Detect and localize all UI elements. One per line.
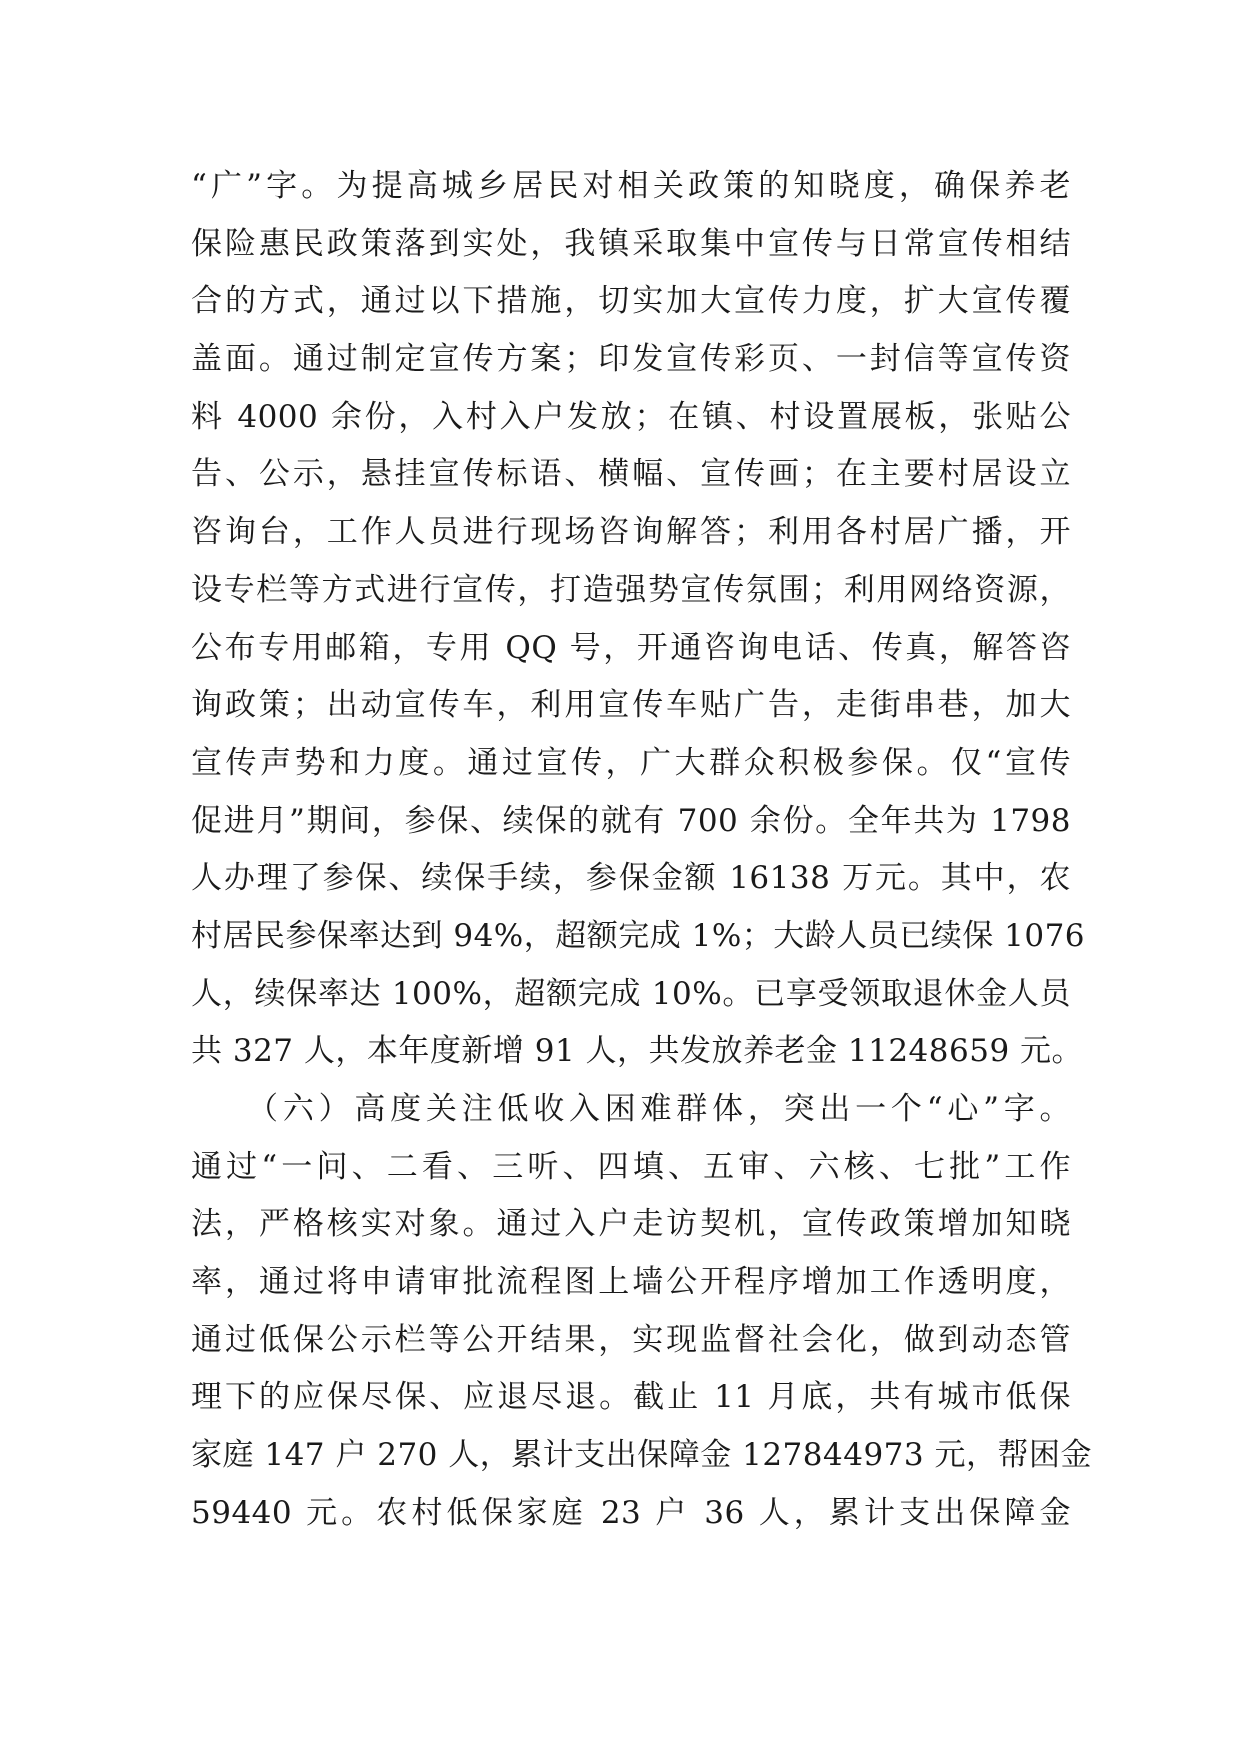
body-text: [191, 158, 1092, 1543]
text-line: 咨询台，工作人员进行现场咨询解答；利用各村居广播，开: [191, 514, 1071, 551]
text-line: 人办理了参保、续保手续，参保金额 16138 万元。其中，农: [191, 860, 1071, 897]
text-line: 询政策；出动宣传车，利用宣传车贴广告，走街串巷，加大: [191, 687, 1071, 724]
text-line: 理下的应保尽保、应退尽退。截止 11 月底，共有城市低保: [191, 1379, 1071, 1416]
text-line: 人，续保率达 100%，超额完成 10%。已享受领取退休金人员: [191, 975, 1071, 1012]
text-line: 法，严格核实对象。通过入户走访契机，宣传政策增加知晓: [191, 1206, 1071, 1243]
text-line: 促进月”期间，参保、续保的就有 700 余份。全年共为 1798: [191, 802, 1071, 839]
text-line: 家庭 147 户 270 人，累计支出保障金 127844973 元，帮困金: [191, 1437, 1092, 1474]
text-line: 共 327 人，本年度新增 91 人，共发放养老金 11248659 元。: [191, 1033, 1084, 1070]
text-line: 设专栏等方式进行宣传，打造强势宣传氛围；利用网络资源，: [191, 571, 1071, 608]
text-line: 通过“一问、二看、三听、四填、五审、六核、七批”工作: [191, 1148, 1071, 1185]
section-heading-line: （六）高度关注低收入困难群体，突出一个“心”字。: [191, 1091, 1071, 1127]
text-line: 盖面。通过制定宣传方案；印发宣传彩页、一封信等宣传资: [191, 341, 1071, 378]
text-line: 通过低保公示栏等公开结果，实现监督社会化，做到动态管: [191, 1321, 1071, 1358]
text-line: 率，通过将申请审批流程图上墙公开程序增加工作透明度，: [191, 1264, 1071, 1301]
text-line: 宣传声势和力度。通过宣传，广大群众积极参保。仅“宣传: [191, 744, 1071, 781]
text-line: “广”字。为提高城乡居民对相关政策的知晓度，确保养老: [191, 168, 1071, 204]
text-line: 59440 元。农村低保家庭 23 户 36 人，累计支出保障金: [191, 1494, 1071, 1531]
text-line: 保险惠民政策落到实处，我镇采取集中宣传与日常宣传相结: [191, 225, 1071, 262]
text-line: 合的方式，通过以下措施，切实加大宣传力度，扩大宣传覆: [191, 283, 1071, 320]
text-line: 村居民参保率达到 94%，超额完成 1%；大龄人员已续保 1076: [191, 917, 1086, 954]
text-line: 料 4000 余份，入村入户发放；在镇、村设置展板，张贴公: [191, 398, 1071, 435]
text-line: 告、公示，悬挂宣传标语、横幅、宣传画；在主要村居设立: [191, 456, 1071, 493]
text-line: 公布专用邮箱，专用 QQ 号，开通咨询电话、传真，解答咨: [191, 629, 1071, 666]
